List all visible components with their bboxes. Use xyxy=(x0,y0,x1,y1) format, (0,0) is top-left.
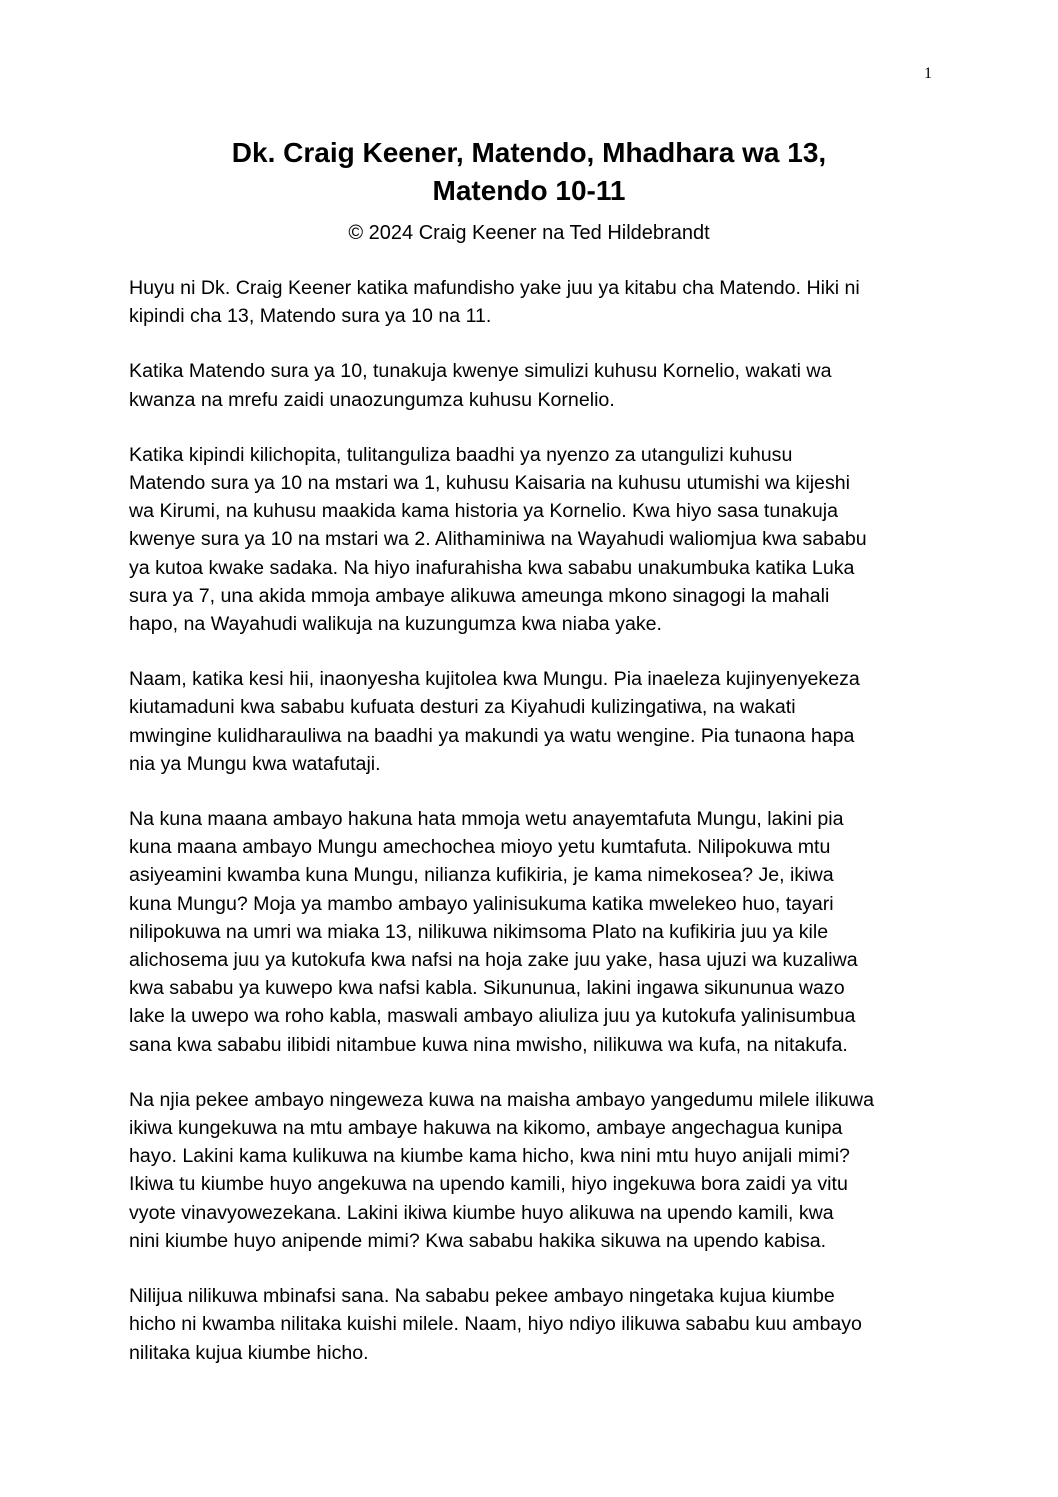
paragraph-2: Katika Matendo sura ya 10, tunakuja kwenye simulizi kuhusu Kornelio, wakati wa kwanza na mrefu zaidi unaozungumza kuhusu Kornelio. xyxy=(129,360,832,411)
paragraph-1: Huyu ni Dk. Craig Keener katika mafundisho yake juu ya kitabu cha Matendo. Hiki ni kipindi cha 13, Matendo sura ya 10 na 11. xyxy=(129,277,860,328)
title-line-1: Dk. Craig Keener, Matendo, Mhadhara wa 13, xyxy=(231,137,827,168)
page-number: 1 xyxy=(924,65,932,82)
copyright-notice: © 2024 Craig Keener na Ted Hildebrandt xyxy=(348,222,710,244)
paragraph-3: Katika kipindi kilichopita, tulitanguliza baadhi ya nyenzo za utangulizi kuhusu Matendo sura ya 10 na mstari wa 1, kuhusu Kaisaria na kuhusu utumishi wa kijeshi wa Kirumi, na kuhusu maakida kama historia ya Kornelio. Kwa hiyo sasa tunakuja kwenye sura ya 10 na mstari wa 2. Alithaminiwa na Wayahudi waliomjua kwa sababu ya kutoa kwake sadaka. Na hiyo inafurahisha kwa sababu unakumbuka katika Luka sura ya 7, una akida mmoja ambaye alikuwa ameunga mkono sinagogi la mahali hapo, na Wayahudi walikuja na kuzungumza kwa niaba yake. xyxy=(129,443,867,636)
document-title xyxy=(100,134,958,210)
paragraph-7: Nilijua nilikuwa mbinafsi sana. Na sababu pekee ambayo ningetaka kujua kiumbe hicho ni kwamba nilitaka kuishi milele. Naam, hiyo ndiyo ilikuwa sababu kuu ambayo nilitaka kujua kiumbe hicho. xyxy=(129,1285,862,1364)
document-body xyxy=(129,274,935,1394)
paragraph-5: Na kuna maana ambayo hakuna hata mmoja wetu anayemtafuta Mungu, lakini pia kuna maana ambayo Mungu amechochea mioyo yetu kumtafuta. Nilipokuwa mtu asiyeamini kwamba kuna Mungu, nilianza kufikiria, je kama nimekosea? Je, ikiwa kuna Mungu? Moja ya mambo ambayo yalinisukuma katika mwelekeo huo, tayari nilipokuwa na umri wa miaka 13, nilikuwa nikimsoma Plato na kufikiria juu ya kile alichosema juu ya kutokufa kwa nafsi na hoja zake juu yake, hasa ujuzi wa kuzaliwa kwa sababu ya kuwepo kwa nafsi kabla. Sikununua, lakini ingawa sikununua wazo lake la uwepo wa roho kabla, maswali ambayo aliuliza juu ya kutokufa yalinisumbua sana kwa sababu ilibidi nitambue kuwa nina mwisho, nilikuwa wa kufa, na nitakufa. xyxy=(129,808,858,1056)
title-line-2: Matendo 10-11 xyxy=(432,175,626,206)
paragraph-6: Na njia pekee ambayo ningeweza kuwa na maisha ambayo yangedumu milele ilikuwa ikiwa kungekuwa na mtu ambaye hakuwa na kikomo, ambaye angechagua kunipa hayo. Lakini kama kulikuwa na kiumbe kama hicho, kwa nini mtu huyo anijali mimi? Ikiwa tu kiumbe huyo angekuwa na upendo kamili, hiyo ingekuwa bora zaidi ya vitu vyote vinavyowezekana. Lakini ikiwa kiumbe huyo alikuwa na upendo kamili, kwa nini kiumbe huyo anipende mimi? Kwa sababu hakika sikuwa na upendo kabisa. xyxy=(129,1088,874,1252)
paragraph-4: Naam, katika kesi hii, inaonyesha kujitolea kwa Mungu. Pia inaeleza kujinyenyekeza kiutamaduni kwa sababu kufuata desturi za Kiyahudi kulizingatiwa, na wakati mwingine kulidharauliwa na baadhi ya makundi ya watu wengine. Pia tunaona hapa nia ya Mungu kwa watafutaji. xyxy=(129,668,860,775)
